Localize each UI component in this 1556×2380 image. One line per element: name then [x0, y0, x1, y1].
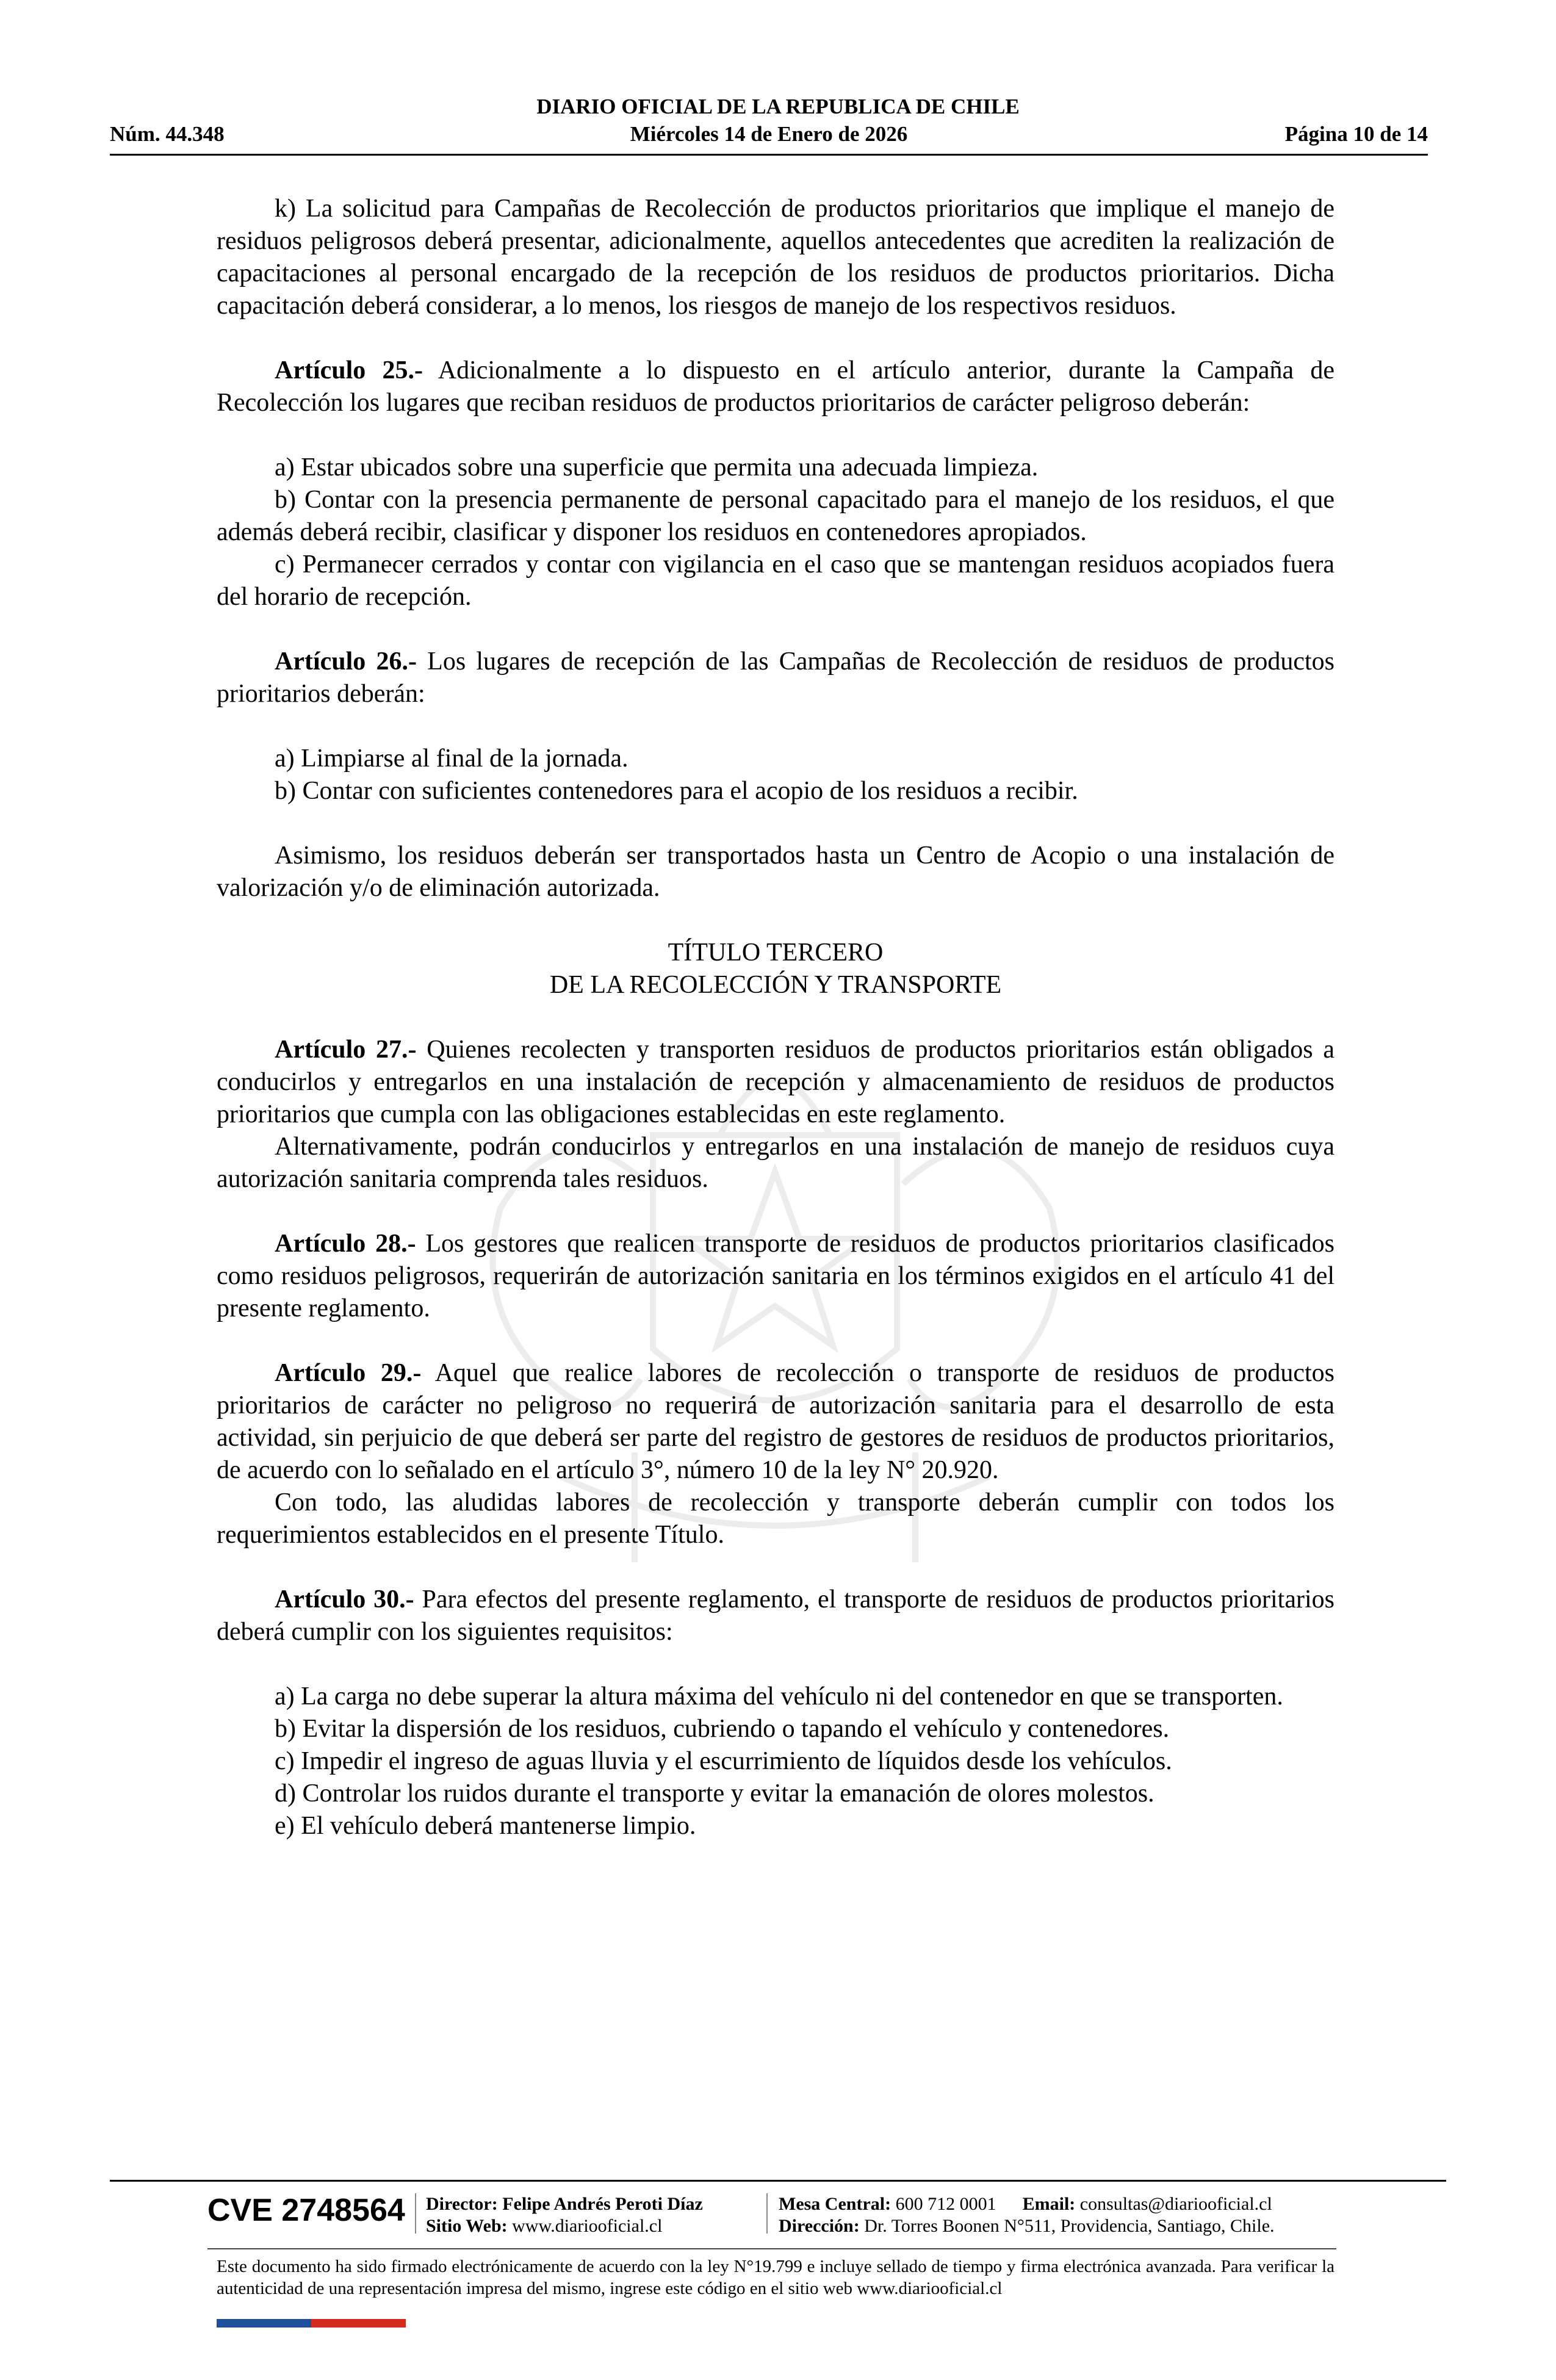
director-line: [426, 2193, 703, 2215]
article-26: [217, 646, 1334, 710]
article-26-closing: Asimismo, los residuos deberán ser transportados hasta un Centro de Acopio o una instalación de valorización y/o de eliminación autorizada.: [217, 842, 1334, 902]
article-28: [217, 1228, 1334, 1325]
list-item: b) Evitar la dispersión de los residuos, cubriendo o tapando el vehículo y contenedores.: [275, 1715, 1170, 1743]
publication-title: DIARIO OFICIAL DE LA REPUBLICA DE CHILE: [536, 95, 1020, 118]
article-heading: Artículo 25.-: [275, 356, 423, 384]
paragraph-k: k) La solicitud para Campañas de Recolección de productos prioritarios que implique el manejo de residuos peligrosos deberá presentar, adicionalmente, aquellos antecedentes que acrediten la realización de capacitaciones al personal encargado de la recepción de los residuos de productos prioritarios. Dicha capacitación deberá considerar, a lo menos, los riesgos de manejo de los respectivos residuos.: [217, 195, 1334, 320]
website-label: Sitio Web:: [426, 2216, 508, 2236]
address-value: Dr. Torres Boonen N°511, Providencia, Santiago, Chile.: [864, 2216, 1275, 2236]
article-text: Los lugares de recepción de las Campañas de Recolección de residuos de productos prioritarios deberán:: [217, 647, 1334, 708]
document-body: [217, 193, 1334, 1842]
article-heading: Artículo 29.-: [275, 1359, 422, 1387]
list-item: c) Impedir el ingreso de aguas lluvia y el escurrimiento de líquidos desde los vehículos.: [275, 1747, 1172, 1775]
article-25: [217, 355, 1334, 419]
website-line: [426, 2215, 662, 2237]
director-name: Felipe Andrés Peroti Díaz: [502, 2194, 703, 2214]
signature-note: Este documento ha sido firmado electrónicamente de acuerdo con la ley N°19.799 e incluye sellado de tiempo y firma electrónica avanzada. Para verificar la autenticidad de una representación impresa del mismo, ingrese este código en el sitio web www.diariooficial.cl: [217, 2257, 1334, 2298]
footer-subdivider: [207, 2248, 1336, 2249]
article-heading: Artículo 26.-: [275, 647, 417, 676]
article-text: Aquel que realice labores de recolección o transporte de residuos de productos prioritarios de carácter no peligroso no requerirá de autorización sanitaria para el desarrollo de esta actividad, sin perjuicio de que deberá ser parte del registro de gestores de residuos de productos prioritarios, de acuerdo con lo señalado en el artículo 3°, número 10 de la ley N° 20.920.: [217, 1359, 1334, 1484]
footer-divider: [110, 2180, 1446, 2182]
issue-number: Núm. 44.348: [110, 122, 225, 146]
article-text: Para efectos del presente reglamento, el transporte de residuos de productos prioritarios deberá cumplir con los siguientes requisitos:: [217, 1585, 1334, 1646]
footer-separator: [766, 2193, 768, 2234]
list-item: d) Controlar los ruidos durante el transporte y evitar la emanación de olores molestos.: [275, 1780, 1154, 1808]
header-divider: [110, 154, 1428, 156]
list-item: a) Estar ubicados sobre una superficie que permita una adecuada limpieza.: [275, 453, 1039, 481]
address-label: Dirección:: [779, 2216, 860, 2236]
mesa-value: 600 712 0001: [895, 2194, 996, 2214]
website-link[interactable]: www.diariooficial.cl: [512, 2216, 663, 2236]
article-heading: Artículo 27.-: [275, 1036, 417, 1064]
email-label: Email:: [1022, 2194, 1076, 2214]
article-text: Quienes recolecten y transporten residuos de productos prioritarios están obligados a conducirlos y entregarlos en una instalación de recepción y almacenamiento de residuos de productos prioritarios que cumpla con las obligaciones establecidas en este reglamento.: [217, 1036, 1334, 1128]
article-27-p2: Alternativamente, podrán conducirlos y entregarlos en una instalación de manejo de residuos cuya autorización sanitaria comprenda tales residuos.: [217, 1133, 1334, 1193]
mesa-label: Mesa Central:: [779, 2194, 891, 2214]
address-line: [779, 2215, 1275, 2237]
contact-line: [779, 2193, 1272, 2215]
article-text: Los gestores que realicen transporte de residuos de productos prioritarios clasificados como residuos peligrosos, requerirán de autorización sanitaria en los términos exigidos en el artículo 41 del presente reglamento.: [217, 1230, 1334, 1322]
list-item: a) Limpiarse al final de la jornada.: [275, 745, 629, 773]
section-subtitle: DE LA RECOLECCIÓN Y TRANSPORTE: [549, 971, 1002, 999]
list-item: b) Contar con suficientes contenedores para el acopio de los residuos a recibir.: [275, 777, 1078, 805]
list-item: c) Permanecer cerrados y contar con vigilancia en el caso que se mantengan residuos acopiados fuera del horario de recepción.: [217, 550, 1334, 611]
section-title: TÍTULO TERCERO: [668, 939, 884, 967]
article-heading: Artículo 30.-: [275, 1585, 414, 1614]
article-heading: Artículo 28.-: [275, 1230, 416, 1258]
list-item: a) La carga no debe superar la altura máxima del vehículo ni del contenedor en que se transporten.: [275, 1682, 1283, 1711]
list-item: e) El vehículo deberá mantenerse limpio.: [275, 1812, 696, 1840]
footer-separator: [415, 2193, 416, 2234]
flag-stripe-red: [311, 2319, 406, 2328]
page-number: Página 10 de 14: [1284, 122, 1428, 146]
article-30: [217, 1584, 1334, 1648]
flag-stripe-blue: [217, 2319, 311, 2328]
article-text: Adicionalmente a lo dispuesto en el artículo anterior, durante la Campaña de Recolección los lugares que reciban residuos de productos prioritarios de carácter peligroso deberán:: [217, 356, 1334, 417]
cve-code: CVE 2748564: [207, 2193, 405, 2228]
director-label: Director:: [426, 2194, 498, 2214]
article-29-p2: Con todo, las aludidas labores de recolección y transporte deberán cumplir con todos los requerimientos establecidos en el presente Título.: [217, 1488, 1334, 1549]
article-27: [217, 1034, 1334, 1131]
email-link[interactable]: consultas@diariooficial.cl: [1079, 2194, 1272, 2214]
header-row: [110, 121, 1428, 148]
article-29: [217, 1357, 1334, 1487]
issue-date: Miércoles 14 de Enero de 2026: [630, 122, 908, 146]
list-item: b) Contar con la presencia permanente de personal capacitado para el manejo de los residuos, el que además deberá recibir, clasificar y disponer los residuos en contenedores apropiados.: [217, 486, 1334, 546]
